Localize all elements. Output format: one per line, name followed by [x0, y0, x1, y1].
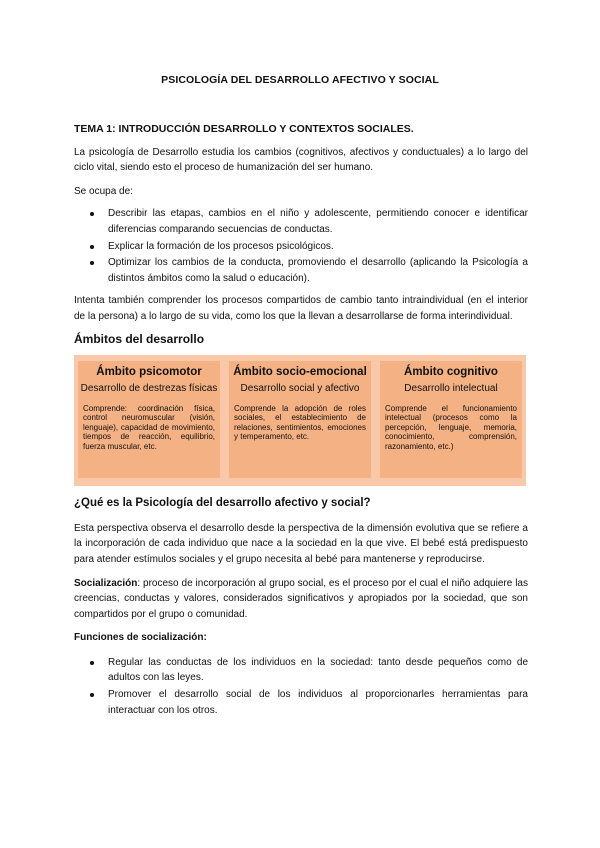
ambitos-heading: Ámbitos del desarrollo [74, 331, 205, 346]
list-item: Regular las conductas de los individuos en la sociedad: tanto desde pequeños como de adultos con las leyes. [74, 655, 528, 686]
ambito-subtitle: Desarrollo intelectual [404, 383, 498, 395]
list-item: Optimizar los cambios de la conducta, promoviendo el desarrollo (aplicando la Psicología a distintos ámbitos como la salud o educación). [74, 255, 528, 286]
list-item: Describir las etapas, cambios en el niño y adolescente, permitiendo conocer e identificar diferencias comparando secuencias de conductas. [74, 206, 528, 237]
ambito-subtitle: Desarrollo social y afectivo [240, 383, 360, 395]
funciones-heading: Funciones de socialización: [74, 632, 207, 644]
ambitos-diagram [74, 355, 526, 486]
list-item: Explicar la formación de los procesos psicológicos. [74, 239, 528, 255]
socializacion-definition: : proceso de incorporación al grupo social, es el proceso por el cual el niño adquiere las creencias, conductas y valores, considerados significativos y apropiados por la sociedad, que son compartidos por el grupo o comunidad. [74, 577, 528, 620]
ambito-description: Comprende la adopción de roles sociales, el establecimiento de relaciones, sentimientos, emociones y temperamento, etc. [234, 403, 366, 442]
list-item: Promover el desarrollo social de los individuos al proporcionarles herramientas para interactuar con los otros. [74, 687, 528, 718]
se-ocupa-label: Se ocupa de: [74, 185, 133, 197]
socializacion-term: Socialización [74, 577, 138, 589]
ambito-psicomotor-card [78, 361, 220, 478]
funciones-list [74, 655, 528, 718]
tema-heading: TEMA 1: INTRODUCCIÓN DESARROLLO Y CONTEXTOS SOCIALES. [74, 123, 414, 135]
document-title: PSICOLOGÍA DEL DESARROLLO AFECTIVO Y SOCIAL [161, 74, 439, 86]
intenta-paragraph: Intenta también comprender los procesos compartidos de cambio tanto intraindividual (en el interior de la persona) a lo largo de su vida, como los que la llevan a desarrollarse de forma interindividual. [74, 295, 528, 322]
ambito-title: Ámbito socio-emocional [233, 366, 367, 379]
ambito-subtitle: Desarrollo de destrezas físicas [80, 383, 218, 395]
que-es-heading: ¿Qué es la Psicología del desarrollo afectivo y social? [74, 497, 371, 510]
se-ocupa-list [74, 206, 528, 286]
ambito-description: Comprende: coordinación física, control neuromuscular (visión, lenguaje), capacidad de movimiento, tiempos de reacción, equilibrio, fuerza muscular, etc. [83, 403, 215, 451]
intro-paragraph: La psicología de Desarrollo estudia los cambios (cognitivos, afectivos y conductuales) a lo largo del ciclo vital, siendo esto el proceso de humanización del ser humano. [74, 146, 528, 174]
socializacion-paragraph [74, 576, 528, 623]
ambito-title: Ámbito psicomotor [96, 366, 202, 379]
ambito-cognitivo-card [380, 361, 522, 478]
document-body [74, 122, 528, 725]
perspectiva-paragraph: Esta perspectiva observa el desarrollo desde la perspectiva de la dimensión evolutiva que se refiere a la incorporación de cada individuo que nace a la sociedad en la que vive. El bebé está predispuesto para atender estímulos sociales y el grupo necesita al bebé para mantenerse y reproducirse. [74, 522, 528, 565]
ambito-description: Comprende el funcionamiento intelectual (procesos como la percepción, lenguaje, memoria, conocimiento, comprensión, razonamiento, etc.) [385, 403, 517, 451]
ambito-title: Ámbito cognitivo [404, 366, 498, 379]
ambito-socioemocional-card [229, 361, 371, 478]
